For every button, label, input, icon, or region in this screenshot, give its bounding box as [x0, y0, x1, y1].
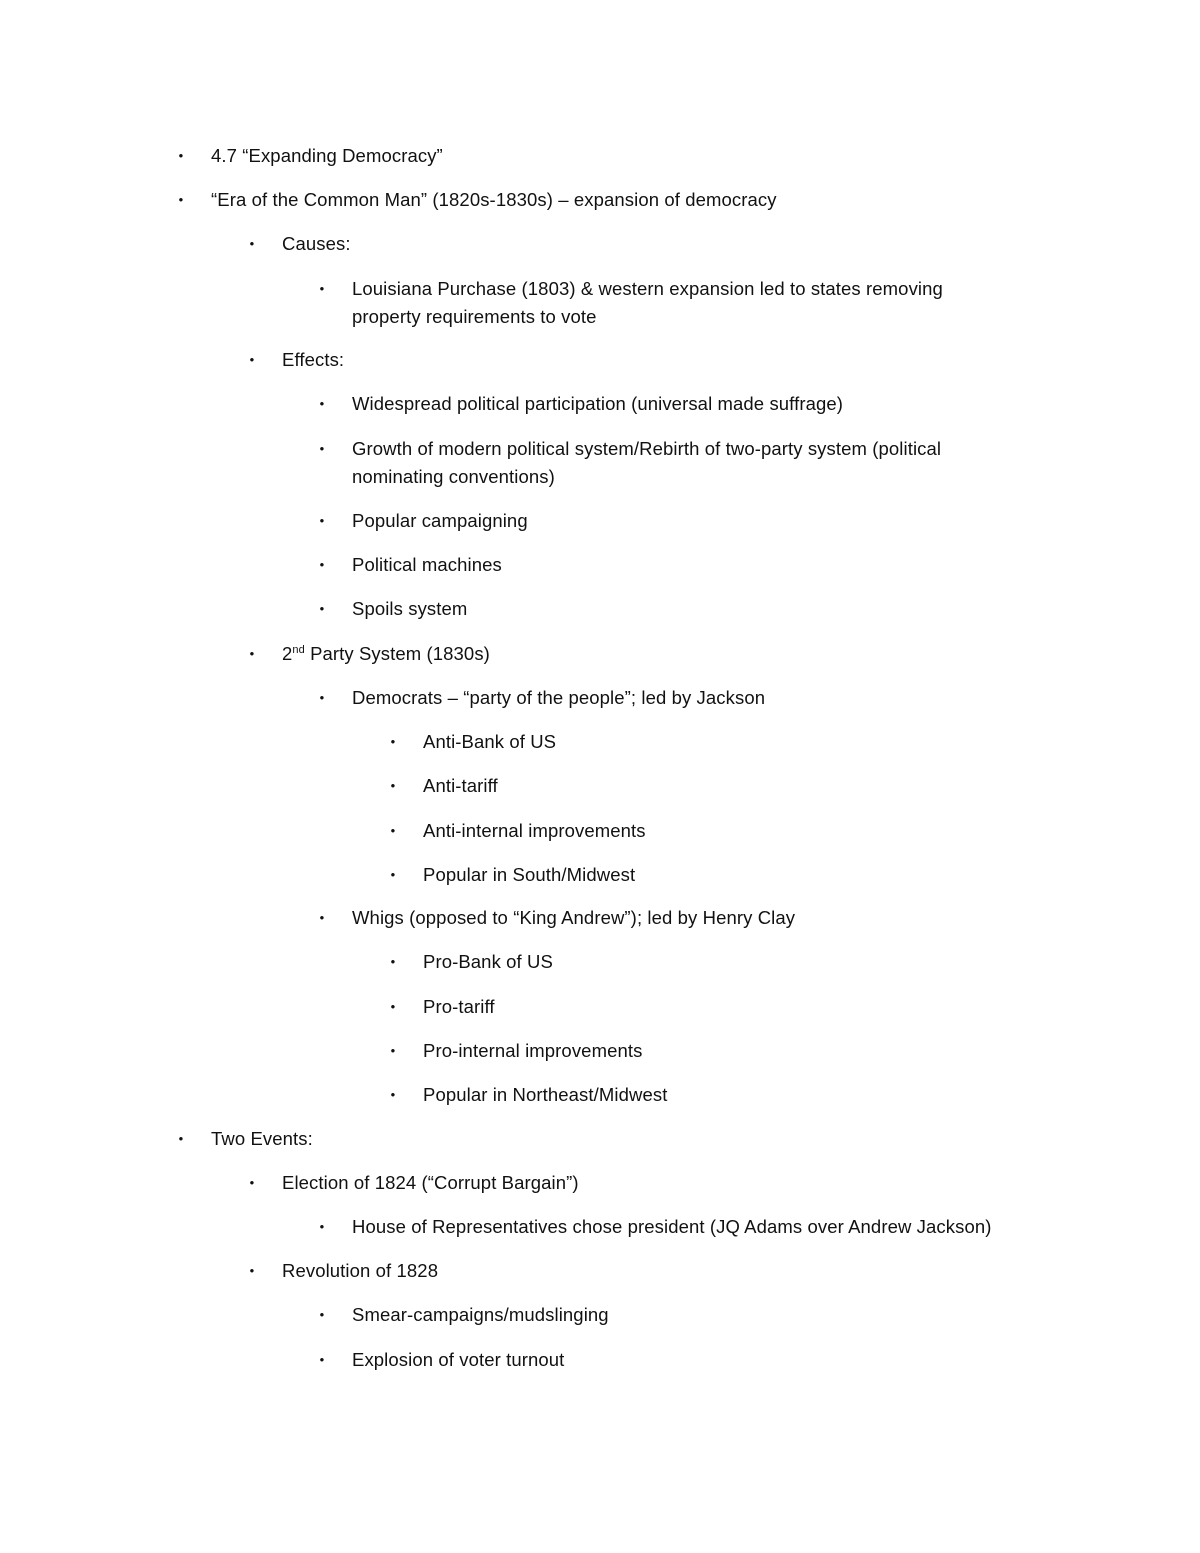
list-item-text: Pro-tariff: [423, 996, 495, 1017]
list-item-text: Popular in Northeast/Midwest: [423, 1084, 668, 1105]
list-item-text: Widespread political participation (universal made suffrage): [352, 393, 844, 414]
outline-heading: 4.7 “Expanding Democracy”: [211, 145, 443, 166]
ordinal-suffix: nd: [292, 643, 305, 656]
list-item-text: Two Events:: [211, 1128, 313, 1149]
list-item-text: Political machines: [352, 554, 502, 575]
list-item-text: Effects:: [282, 349, 345, 370]
list-item-text: Popular campaigning: [352, 510, 528, 531]
bullet-icon: •: [390, 1087, 396, 1102]
bullet-icon: •: [390, 867, 396, 882]
list-item-text: House of Representatives chose president (JQ Adams over Andrew Jackson): [352, 1216, 992, 1237]
list-item-text: Causes:: [282, 233, 351, 254]
list-item-text: Pro-Bank of US: [423, 951, 553, 972]
bullet-icon: •: [319, 1307, 325, 1322]
list-item-text: nominating conventions): [352, 466, 555, 487]
bullet-icon: •: [319, 1352, 325, 1367]
bullet-icon: •: [390, 778, 396, 793]
list-item-text: “Era of the Common Man” (1820s-1830s) – expansion of democracy: [211, 189, 777, 210]
bullet-icon: •: [249, 646, 255, 661]
list-item-text: Anti-Bank of US: [423, 731, 557, 752]
bullet-icon: •: [390, 954, 396, 969]
bullet-icon: •: [249, 1263, 255, 1278]
list-item-text: [282, 640, 490, 668]
list-item-text: Election of 1824 (“Corrupt Bargain”): [282, 1172, 579, 1193]
bullet-icon: •: [319, 910, 325, 925]
bullet-icon: •: [178, 148, 184, 163]
bullet-icon: •: [319, 557, 325, 572]
bullet-icon: •: [178, 1131, 184, 1146]
list-item-text: Spoils system: [352, 598, 468, 619]
bullet-icon: •: [390, 734, 396, 749]
bullet-icon: •: [319, 396, 325, 411]
bullet-icon: •: [390, 823, 396, 838]
list-item-text: Pro-internal improvements: [423, 1040, 643, 1061]
list-item-text: Anti-internal improvements: [423, 820, 646, 841]
bullet-icon: •: [319, 601, 325, 616]
list-item-text: property requirements to vote: [352, 306, 597, 327]
list-item-text: Smear-campaigns/mudslinging: [352, 1304, 609, 1325]
bullet-icon: •: [319, 690, 325, 705]
bullet-icon: •: [249, 1175, 255, 1190]
list-item-text: Growth of modern political system/Rebirth of two-party system (political: [352, 438, 942, 459]
bullet-icon: •: [249, 236, 255, 251]
list-item-text: Explosion of voter turnout: [352, 1349, 565, 1370]
list-item-text: Democrats – “party of the people”; led by Jackson: [352, 687, 766, 708]
list-item-text: Louisiana Purchase (1803) & western expansion led to states removing: [352, 278, 943, 299]
list-item-text: Revolution of 1828: [282, 1260, 439, 1281]
bullet-icon: •: [319, 1219, 325, 1234]
bullet-icon: •: [319, 281, 325, 296]
bullet-icon: •: [178, 192, 184, 207]
bullet-icon: •: [390, 1043, 396, 1058]
list-item-text-rest: Party System (1830s): [304, 643, 490, 664]
bullet-icon: •: [249, 352, 255, 367]
list-item-text: Anti-tariff: [423, 775, 498, 796]
list-item-text: Whigs (opposed to “King Andrew”); led by Henry Clay: [352, 907, 796, 928]
bullet-icon: •: [390, 999, 396, 1014]
ordinal-number: 2: [282, 643, 293, 664]
bullet-icon: •: [319, 441, 325, 456]
bullet-icon: •: [319, 513, 325, 528]
list-item-text: Popular in South/Midwest: [423, 864, 636, 885]
